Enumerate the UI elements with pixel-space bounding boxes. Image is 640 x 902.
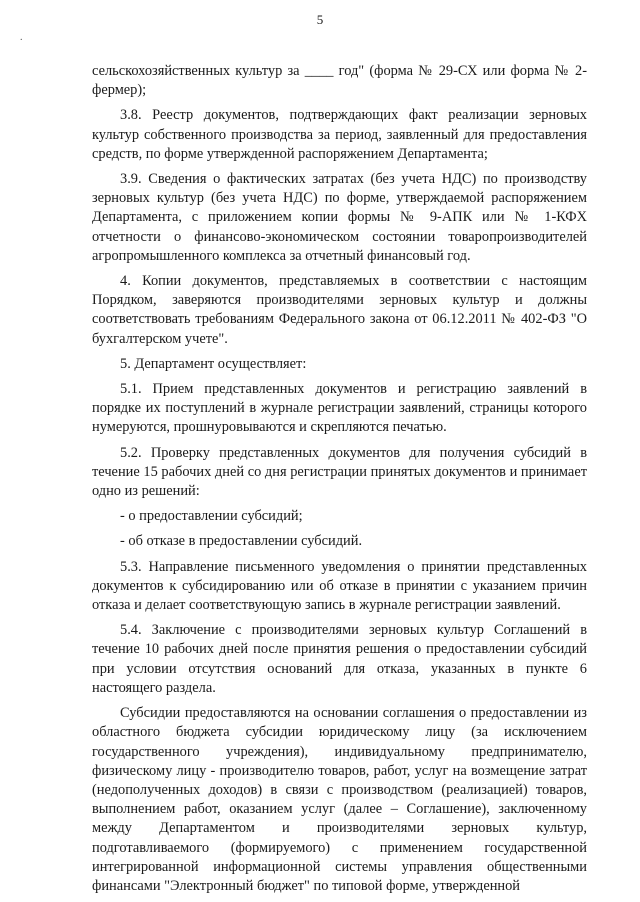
paragraph-5-1: 5.1. Прием представленных документов и регистрацию заявлений в порядке их поступлений в журнале регистрации заявлений, страницы которого нумеруются, прошнуровываются и скрепляются печатью. — [92, 381, 587, 436]
paragraph-5-2: 5.2. Проверку представленных документов для получения субсидий в течение 15 рабочих дней со дня регистрации принятых документов и принимает одно из решений: — [92, 444, 587, 500]
paragraph-5-3: 5.3. Направление письменного уведомления о принятии представленных документов к субсидированию или об отказе в принятии с указанием причин отказа и делает соответствующую запись в журнале регистрации заявлений. — [92, 558, 587, 614]
paragraph-subsidies: Субсидии предоставляются на основании соглашения о предоставлении из областного бюджета субсидии юридическому лицу (за исключением государственного учреждения), индивидуальному предпринимателю, физическому лицу - производителю товаров, работ, услуг на возмещение затрат (недополученных доходов) в связи с производством (реализацией) товаров, выполнением работ, оказанием услуг (далее – Соглашение), заключенному между Департаментом и производителями зерновых культур, подготавливаемого (формируемого) с применением государственной интегрированной информационной системы управления общественными финансами "Электронный бюджет" по типовой форме, утвержденной — [92, 705, 587, 894]
scan-mark: . — [20, 32, 23, 43]
list-item-refusal: - об отказе в предоставлении субсидий. — [120, 533, 363, 550]
paragraph-3-9: 3.9. Сведения о фактических затратах (без учета НДС) по производству зерновых культур (без учета НДС) по форме, утверждаемой распоряжением Департамента, с приложением копии формы № 9-АПК или № 1-КФХ отчетности о финансово-экономическом состоянии товаропроизводителей агропромышленного комплекса за отчетный финансовый год. — [92, 171, 587, 264]
paragraph-continuation: сельскохозяйственных культур за ____ год" (форма № 29-СХ или форма № 2-фермер); — [92, 63, 587, 99]
paragraph-4: 4. Копии документов, представляемых в соответствии с настоящим Порядком, заверяются производителями зерновых культур и должны соответствовать требованиям Федерального закона от 06.12.2011 № 402-ФЗ "О бухгалтерском учете". — [92, 273, 587, 347]
page-number: 5 — [316, 12, 324, 27]
list-item-grant: - о предоставлении субсидий; — [120, 508, 303, 525]
paragraph-3-8: 3.8. Реестр документов, подтверждающих факт реализации зерновых культур собственного производства за период, заявленный для предоставления средств, по форме утвержденной распоряжением Департамента; — [92, 107, 587, 162]
paragraph-5: 5. Департамент осуществляет: — [120, 355, 307, 372]
document-body — [92, 62, 587, 902]
paragraph-5-4: 5.4. Заключение с производителями зерновых культур Соглашений в течение 10 рабочих дней после принятия решения о предоставлении субсидий при условии отсутствия оснований для отказа, указанных в пункте 6 настоящего раздела. — [92, 622, 587, 696]
